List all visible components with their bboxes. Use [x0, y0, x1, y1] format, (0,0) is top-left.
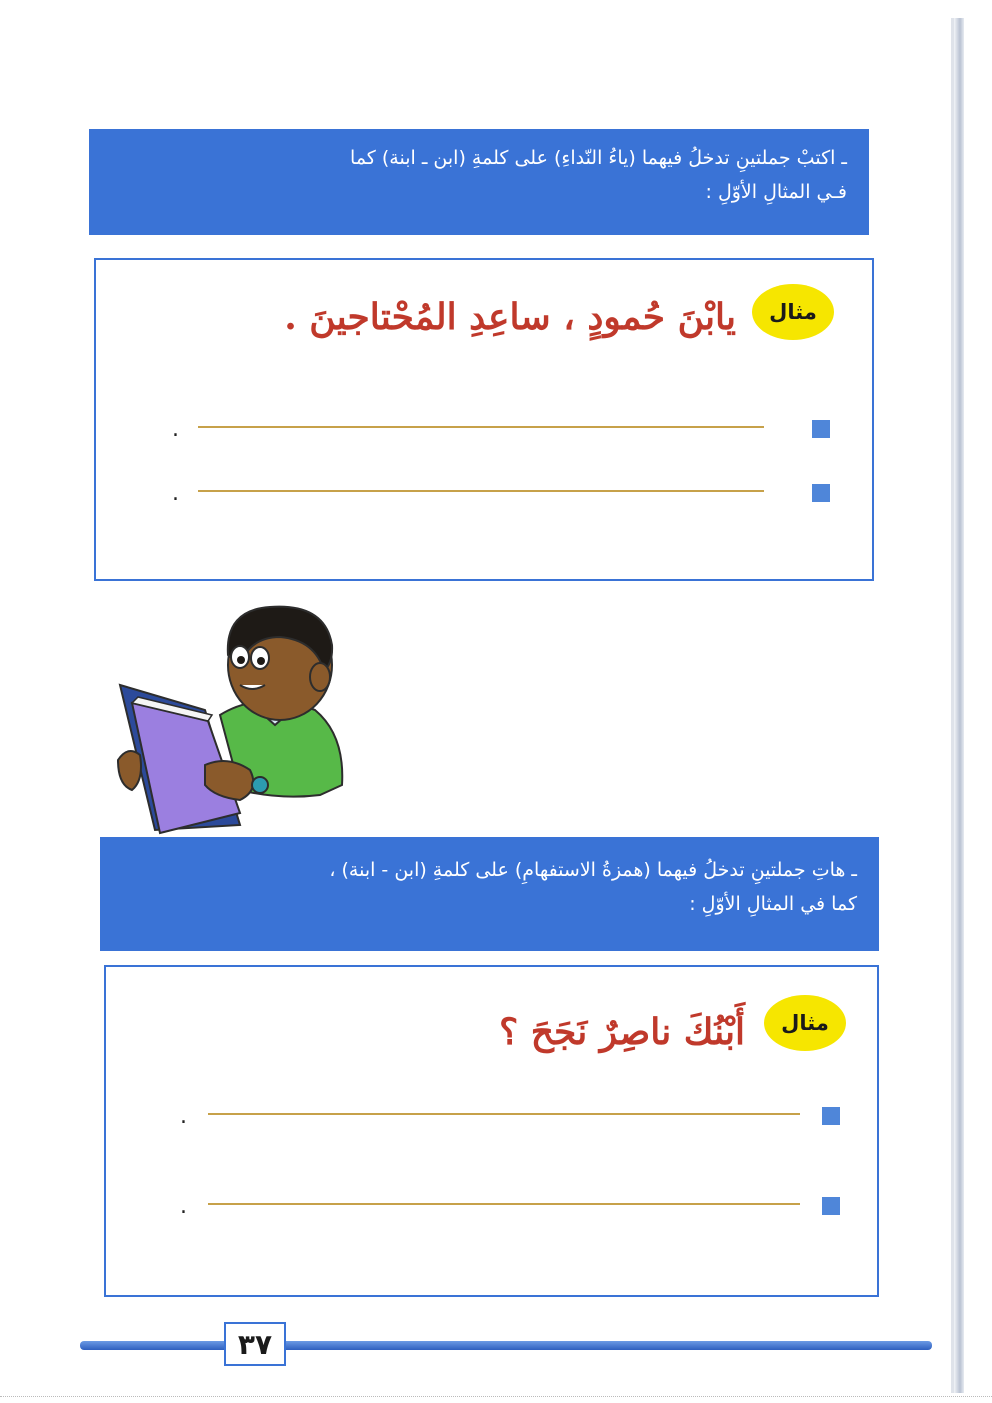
instruction-banner-1: [89, 129, 869, 235]
instruction-line: ـ هاتِ جملتينِ تدخلُ فيهما (همزةُ الاستفهامِ) على كلمةِ (ابن - ابنة) ،: [329, 859, 857, 881]
answer-row[interactable]: [106, 1194, 877, 1219]
page-number: ٣٧: [224, 1322, 286, 1366]
bullet-square-icon: [812, 420, 830, 438]
answer-row[interactable]: [96, 417, 872, 442]
example-badge: مثال: [752, 284, 834, 340]
answer-end-dot: .: [180, 1194, 187, 1219]
answer-end-dot: .: [180, 1104, 187, 1129]
exercise-box-1: [94, 258, 874, 581]
answer-end-dot: .: [172, 481, 179, 506]
instruction-line: فـي المثالِ الأوّلِ :: [705, 181, 847, 203]
bullet-square-icon: [812, 484, 830, 502]
instruction-line: كما في المثالِ الأوّلِ :: [689, 893, 857, 915]
answer-line[interactable]: [198, 426, 764, 428]
page-edge-line: [951, 18, 954, 1393]
example-sentence: يابْنَ حُمودٍ ، ساعِدِ المُحْتاجينَ .: [284, 296, 736, 338]
answer-line[interactable]: [198, 490, 764, 492]
ear: [310, 663, 330, 691]
pupil-left: [237, 656, 245, 664]
watch-icon: [252, 777, 268, 793]
page-bottom-edge: [0, 1396, 992, 1397]
answer-end-dot: .: [172, 417, 179, 442]
example-sentence: أَبْنُكَ ناصِرٌ نَجَحَ ؟: [499, 1011, 745, 1053]
answer-line[interactable]: [208, 1203, 800, 1205]
answer-row[interactable]: [106, 1104, 877, 1129]
example-badge: مثال: [764, 995, 846, 1051]
answer-line[interactable]: [208, 1113, 800, 1115]
page-edge-shadow: [954, 18, 964, 1393]
exercise-box-2: [104, 965, 879, 1297]
bullet-square-icon: [822, 1197, 840, 1215]
instruction-line: ـ اكتبْ جملتينِ تدخلُ فيهما (ياءُ النّداءِ) على كلمةِ (ابن ـ ابنة) كما: [350, 147, 847, 169]
boy-reading-illustration: [110, 585, 350, 835]
pupil-right: [257, 657, 265, 665]
instruction-banner-2: [100, 837, 879, 951]
answer-row[interactable]: [96, 481, 872, 506]
hand-left: [118, 751, 141, 790]
footer-bar: [80, 1341, 932, 1350]
bullet-square-icon: [822, 1107, 840, 1125]
